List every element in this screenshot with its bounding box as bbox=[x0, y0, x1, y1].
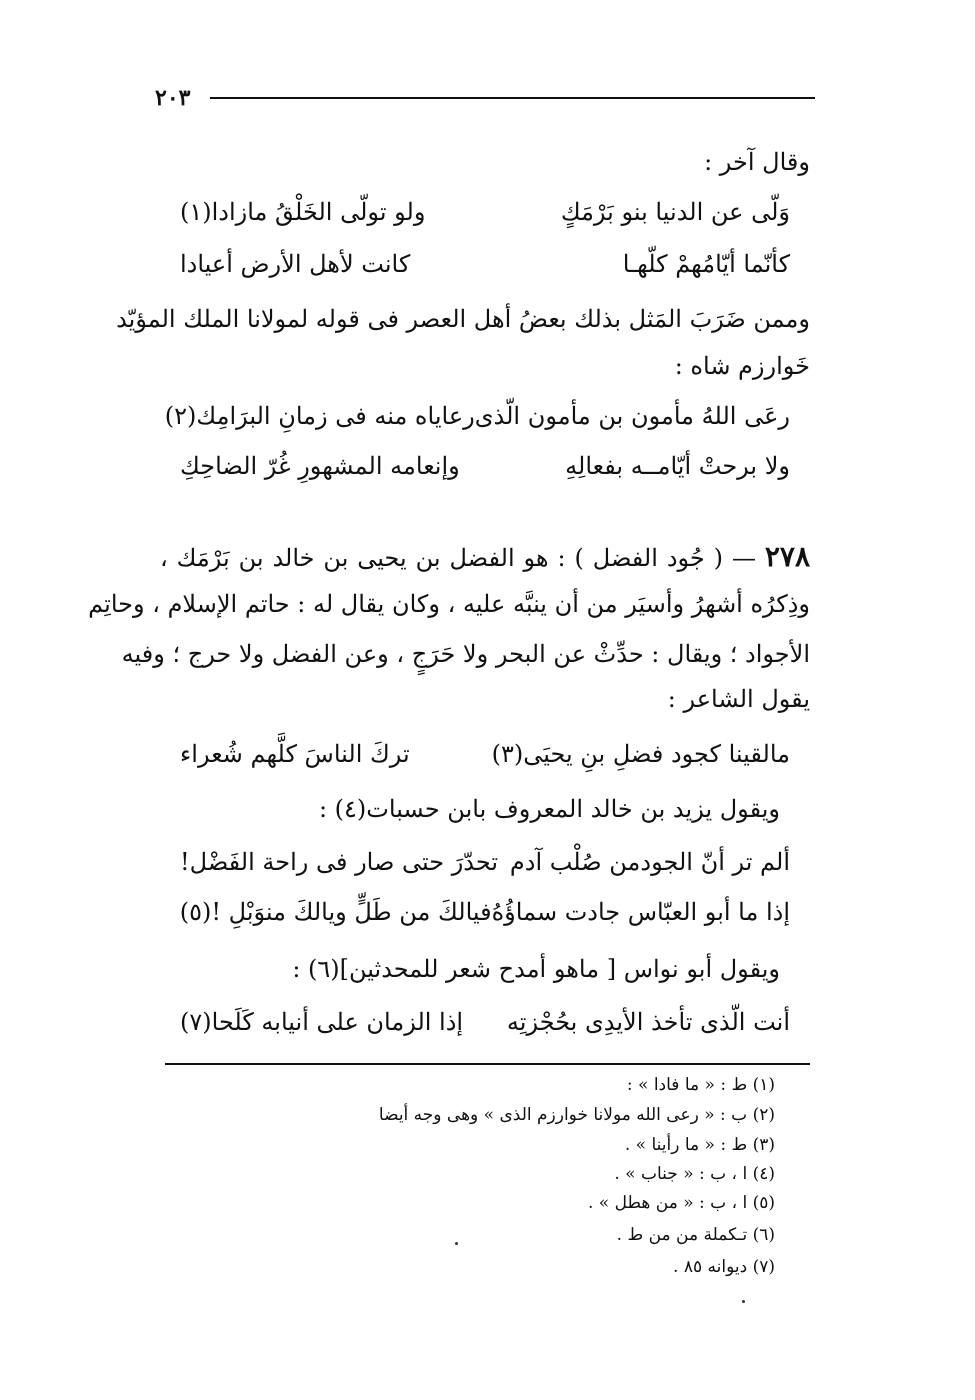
verse-3-second: رعاياه منه فى زمانِ البرَامِك(٢) bbox=[164, 402, 475, 430]
verse-8 bbox=[180, 1008, 790, 1048]
footnote: (٢) ب : « رعى الله مولانا خوارزم الذى » وهى وجه أيضا bbox=[378, 1105, 775, 1125]
print-speck bbox=[455, 1242, 458, 1245]
verse-4-first: ولا برحتْ أيّامــه بفعالِهِ bbox=[565, 452, 790, 480]
verse-5 bbox=[180, 740, 790, 780]
verse-8-first: أنت الّذى تأخذ الأيدِى بحُجْزتِه bbox=[506, 1008, 790, 1036]
verse-6 bbox=[180, 848, 790, 888]
page-number: ٢٠٣ bbox=[155, 85, 191, 111]
intro-line: وقال آخر : bbox=[704, 148, 810, 176]
verse-2-first: كأنّما أيّامُهمْ كلّهـا bbox=[622, 250, 790, 278]
footnote: (٧) ديوانه ٨٥ . bbox=[673, 1257, 775, 1277]
prose-line: يقول الشاعر : bbox=[667, 685, 810, 713]
verse-5-first: مالقينا كجود فضلِ بنِ يحيَى(٣) bbox=[491, 740, 790, 768]
prose-line: خَوارزم شاه : bbox=[674, 352, 810, 380]
verse-6-second: تحدّرَ حتى صار فى راحة الفَضْل! bbox=[180, 848, 499, 876]
footnote-rule bbox=[165, 1063, 810, 1065]
entry-heading-text: — ( جُود الفضل ) : هو الفضل بن يحيى بن خالد بن بَرْمَك ، bbox=[160, 544, 756, 572]
footnote: (٣) ط : « ما رأينا » . bbox=[624, 1135, 775, 1155]
verse-1-second: ولو تولّى الخَلْقُ مازادا(١) bbox=[180, 198, 426, 226]
verse-4 bbox=[180, 452, 790, 492]
verse-7-first: إذا ما أبو العبّاس جادت سماؤُهُ bbox=[491, 898, 790, 926]
verse-7-second: فيالكَ من طَلٍّ ويالكَ منوَبْلِ !(٥) bbox=[179, 898, 492, 926]
verse-4-second: وإنعامه المشهورِ غُرّ الضاحِكِ bbox=[180, 452, 460, 480]
verse-2 bbox=[180, 250, 790, 290]
verse-3-first: رعَى اللهُ مأمون بن مأمون الّذى bbox=[474, 402, 790, 430]
print-speck bbox=[742, 1300, 745, 1303]
verse-1-first: وَلّى عن الدنيا بنو بَرْمَكٍ bbox=[560, 198, 790, 226]
prose-line: ويقول أبو نواس [ ماهو أمدح شعر للمحدثين](٦) : bbox=[292, 955, 780, 983]
verse-1 bbox=[180, 198, 790, 238]
footnote: (٦) تـكملة من من ط . bbox=[616, 1225, 775, 1245]
page-header bbox=[155, 86, 815, 110]
verse-2-second: كانت لأهل الأرض أعيادا bbox=[180, 250, 411, 278]
header-rule bbox=[210, 97, 815, 99]
entry-heading-line bbox=[160, 540, 810, 573]
prose-line: وممن ضَرَبَ المَثل بذلك بعضُ أهل العصر فى قوله لمولانا الملك المؤيّد bbox=[116, 305, 810, 333]
verse-7 bbox=[180, 898, 790, 938]
verse-6-first: ألم تر أنّ الجودمن صُلْب آدم bbox=[509, 848, 790, 876]
prose-line: وذِكرُه أشهرُ وأسيَر من أن ينبَّه عليه ، وكان يقال له : حاتم الإسلام ، وحاتِم bbox=[88, 590, 810, 618]
prose-line: ويقول يزيد بن خالد المعروف بابن حسبات(٤) : bbox=[318, 795, 780, 823]
footnote: (٤) ا ، ب : « جناب » . bbox=[614, 1164, 775, 1184]
footnote: (١) ط : « ما فادا » : bbox=[626, 1075, 775, 1095]
entry-number: ٢٧٨ bbox=[764, 540, 810, 573]
verse-5-second: تركَ الناسَ كلَّهم شُعراء bbox=[180, 740, 410, 768]
footnote: (٥) ا ، ب : « من هطل » . bbox=[587, 1193, 775, 1213]
verse-3 bbox=[164, 402, 790, 442]
prose-line: الأجواد ؛ ويقال : حدِّثْ عن البحر ولا حَرَجٍ ، وعن الفضل ولا حرج ؛ وفيه bbox=[121, 640, 810, 668]
verse-8-second: إذا الزمان على أنيابه كَلَحا(٧) bbox=[180, 1008, 464, 1036]
